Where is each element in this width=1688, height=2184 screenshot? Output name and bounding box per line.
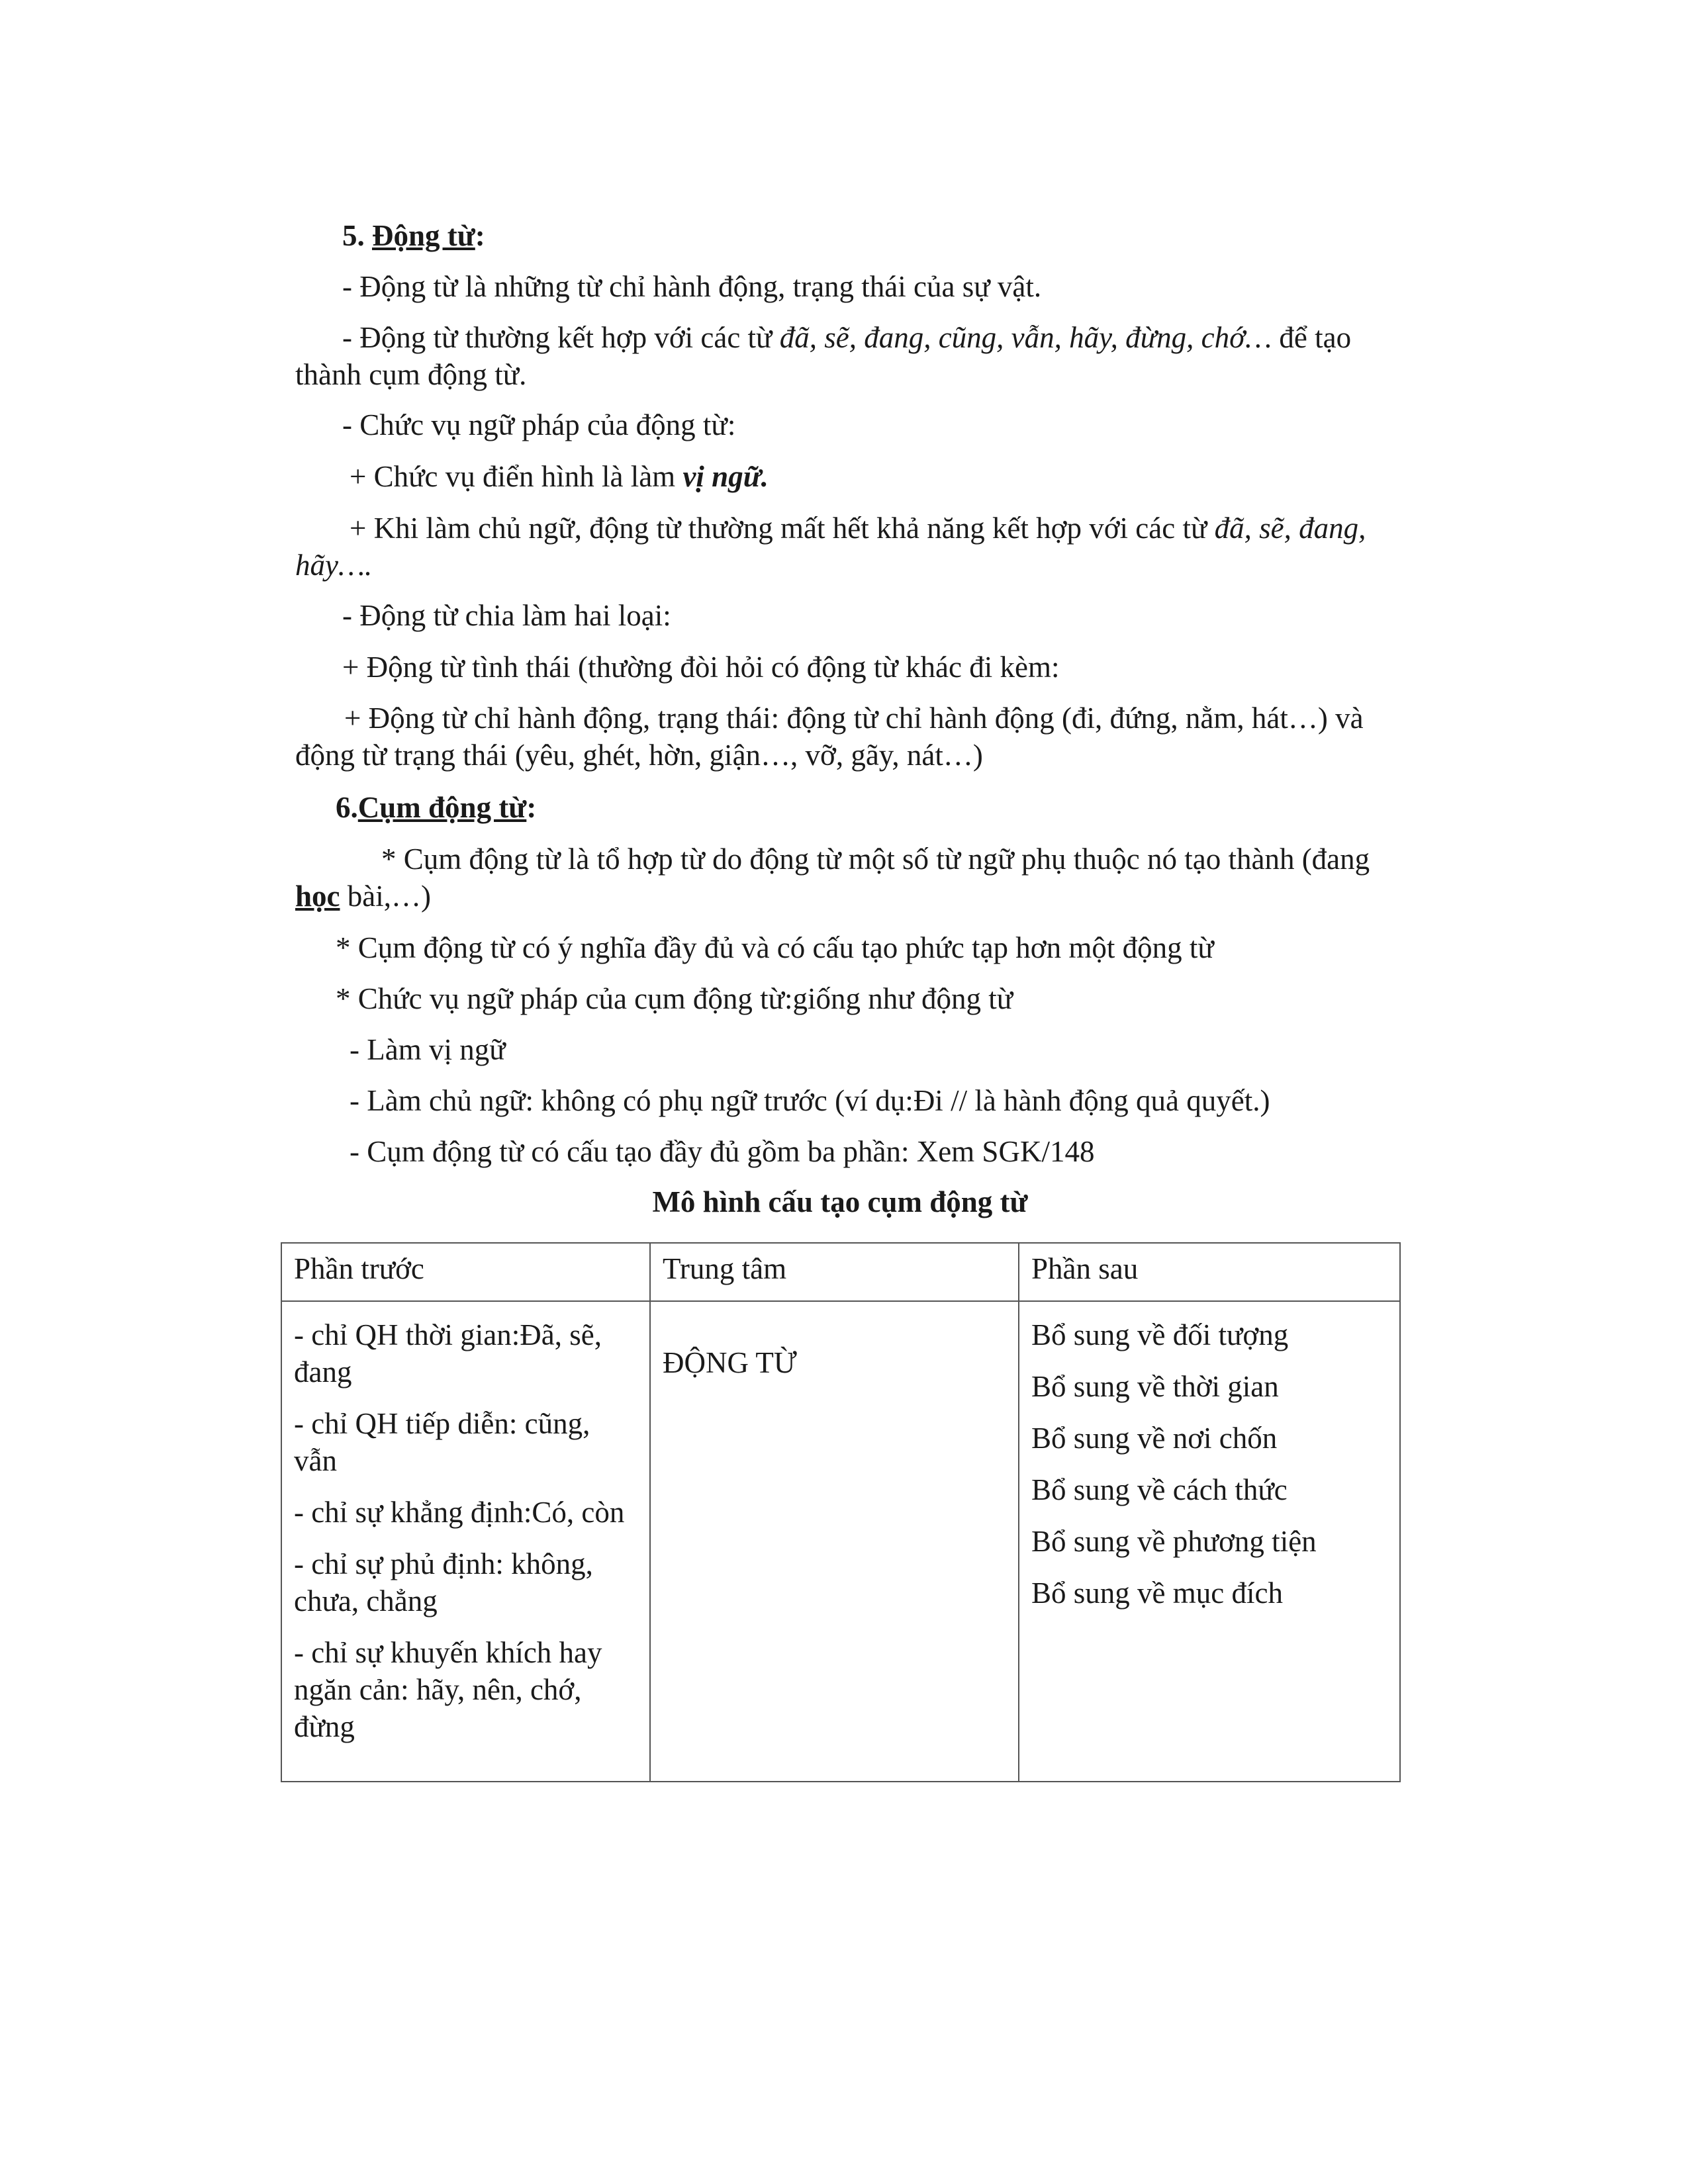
verb-function-1 [350, 458, 1508, 495]
table-header-row [281, 1243, 1400, 1301]
phrase-function-2: - Làm chủ ngữ: không có phụ ngữ trước (ví dụ:Đi // là hành động quả quyết.) [350, 1084, 1270, 1117]
header-before: Phần trước [281, 1243, 650, 1301]
phrase-structure: - Cụm động từ có cấu tạo đầy đủ gồm ba phần: Xem SGK/148 [350, 1135, 1095, 1168]
section-5-title: Động từ [372, 219, 475, 252]
after-item: Bổ sung về mục đích [1031, 1576, 1283, 1610]
verb-type-2-line-1: + Động từ chỉ hành động, trạng thái: động từ chỉ hành động (đi, đứng, nằm, hát…) và [344, 702, 1364, 735]
section-6-heading [336, 789, 1494, 826]
verb-function-2-words: đã, sẽ, đang, [1214, 512, 1366, 545]
phrase-function-1: - Làm vị ngữ [350, 1033, 506, 1066]
verb-combination-paragraph [295, 319, 1463, 393]
after-item: Bổ sung về cách thức [1031, 1473, 1288, 1506]
verb-combination-prefix: - Động từ thường kết hợp với các từ [342, 321, 780, 354]
verb-combination-suffix: để tạo [1272, 321, 1352, 354]
after-item: Bổ sung về phương tiện [1031, 1525, 1317, 1558]
center-verb: ĐỘNG TỪ [663, 1346, 797, 1379]
after-item: Bổ sung về thời gian [1031, 1370, 1279, 1403]
cell-after [1019, 1301, 1400, 1782]
section-6-title: Cụm động từ [357, 791, 527, 824]
section-5-heading [342, 217, 1501, 254]
phrase-meaning: * Cụm động từ có ý nghĩa đầy đủ và có cấu tạo phức tạp hơn một động từ [336, 931, 1214, 964]
verb-type-2-line-2: động từ trạng thái (yêu, ghét, hờn, giận…, vỡ, gãy, nát…) [295, 739, 983, 772]
before-item: - chỉ sự khuyến khích hay ngăn cản: hãy, nên, chớ, đừng [294, 1636, 602, 1743]
section-6-colon: : [526, 791, 537, 824]
section-5-colon: : [475, 219, 485, 252]
verb-combination-line-2: thành cụm động từ. [295, 358, 527, 391]
verb-function-title: - Chức vụ ngữ pháp của động từ: [342, 408, 736, 441]
table-body-row [281, 1301, 1400, 1782]
verb-type-2-paragraph [295, 700, 1463, 774]
verb-function-1-bold: vị ngữ. [682, 460, 769, 493]
verb-function-2-paragraph [295, 510, 1463, 584]
verb-function-2-text: + Khi làm chủ ngữ, động từ thường mất hết khả năng kết hợp với các từ [350, 512, 1215, 545]
table-caption: Mô hình cấu tạo cụm động từ [652, 1185, 1028, 1218]
verb-definition: - Động từ là những từ chỉ hành động, trạng thái của sự vật. [342, 270, 1042, 303]
section-6-number: 6. [336, 791, 358, 824]
header-center: Trung tâm [650, 1243, 1019, 1301]
before-item: - chỉ QH thời gian:Đã, sẽ, đang [294, 1318, 602, 1388]
verb-function-1-text: + Chức vụ điển hình là làm [350, 460, 683, 493]
cell-center [650, 1301, 1019, 1782]
header-after: Phần sau [1019, 1243, 1400, 1301]
after-item: Bổ sung về nơi chốn [1031, 1422, 1278, 1455]
cell-before [281, 1301, 650, 1782]
phrase-function: * Chức vụ ngữ pháp của cụm động từ:giống như động từ [336, 982, 1013, 1015]
phrase-example-bold: học [295, 880, 340, 913]
verb-function-2-line-2: hãy…. [295, 549, 373, 582]
before-item: - chỉ QH tiếp diễn: cũng, vẫn [294, 1407, 590, 1477]
verb-phrase-model-table [281, 1242, 1401, 1782]
section-5-number: 5. [342, 219, 372, 252]
verb-type-1: + Động từ tình thái (thường đòi hỏi có động từ khác đi kèm: [342, 651, 1060, 684]
before-item: - chỉ sự khẳng định:Có, còn [294, 1496, 625, 1529]
after-item: Bổ sung về đối tượng [1031, 1318, 1289, 1351]
phrase-definition-paragraph [295, 841, 1463, 915]
verb-combination-words: đã, sẽ, đang, cũng, vẫn, hãy, đừng, chớ… [779, 321, 1272, 354]
before-item: - chỉ sự phủ định: không, chưa, chẳng [294, 1547, 593, 1617]
verb-types-title: - Động từ chia làm hai loại: [342, 599, 671, 632]
phrase-definition-line-1: * Cụm động từ là tổ hợp từ do động từ một số từ ngữ phụ thuộc nó tạo thành (đang [381, 842, 1370, 876]
phrase-definition-line-2: bài,…) [340, 880, 431, 913]
